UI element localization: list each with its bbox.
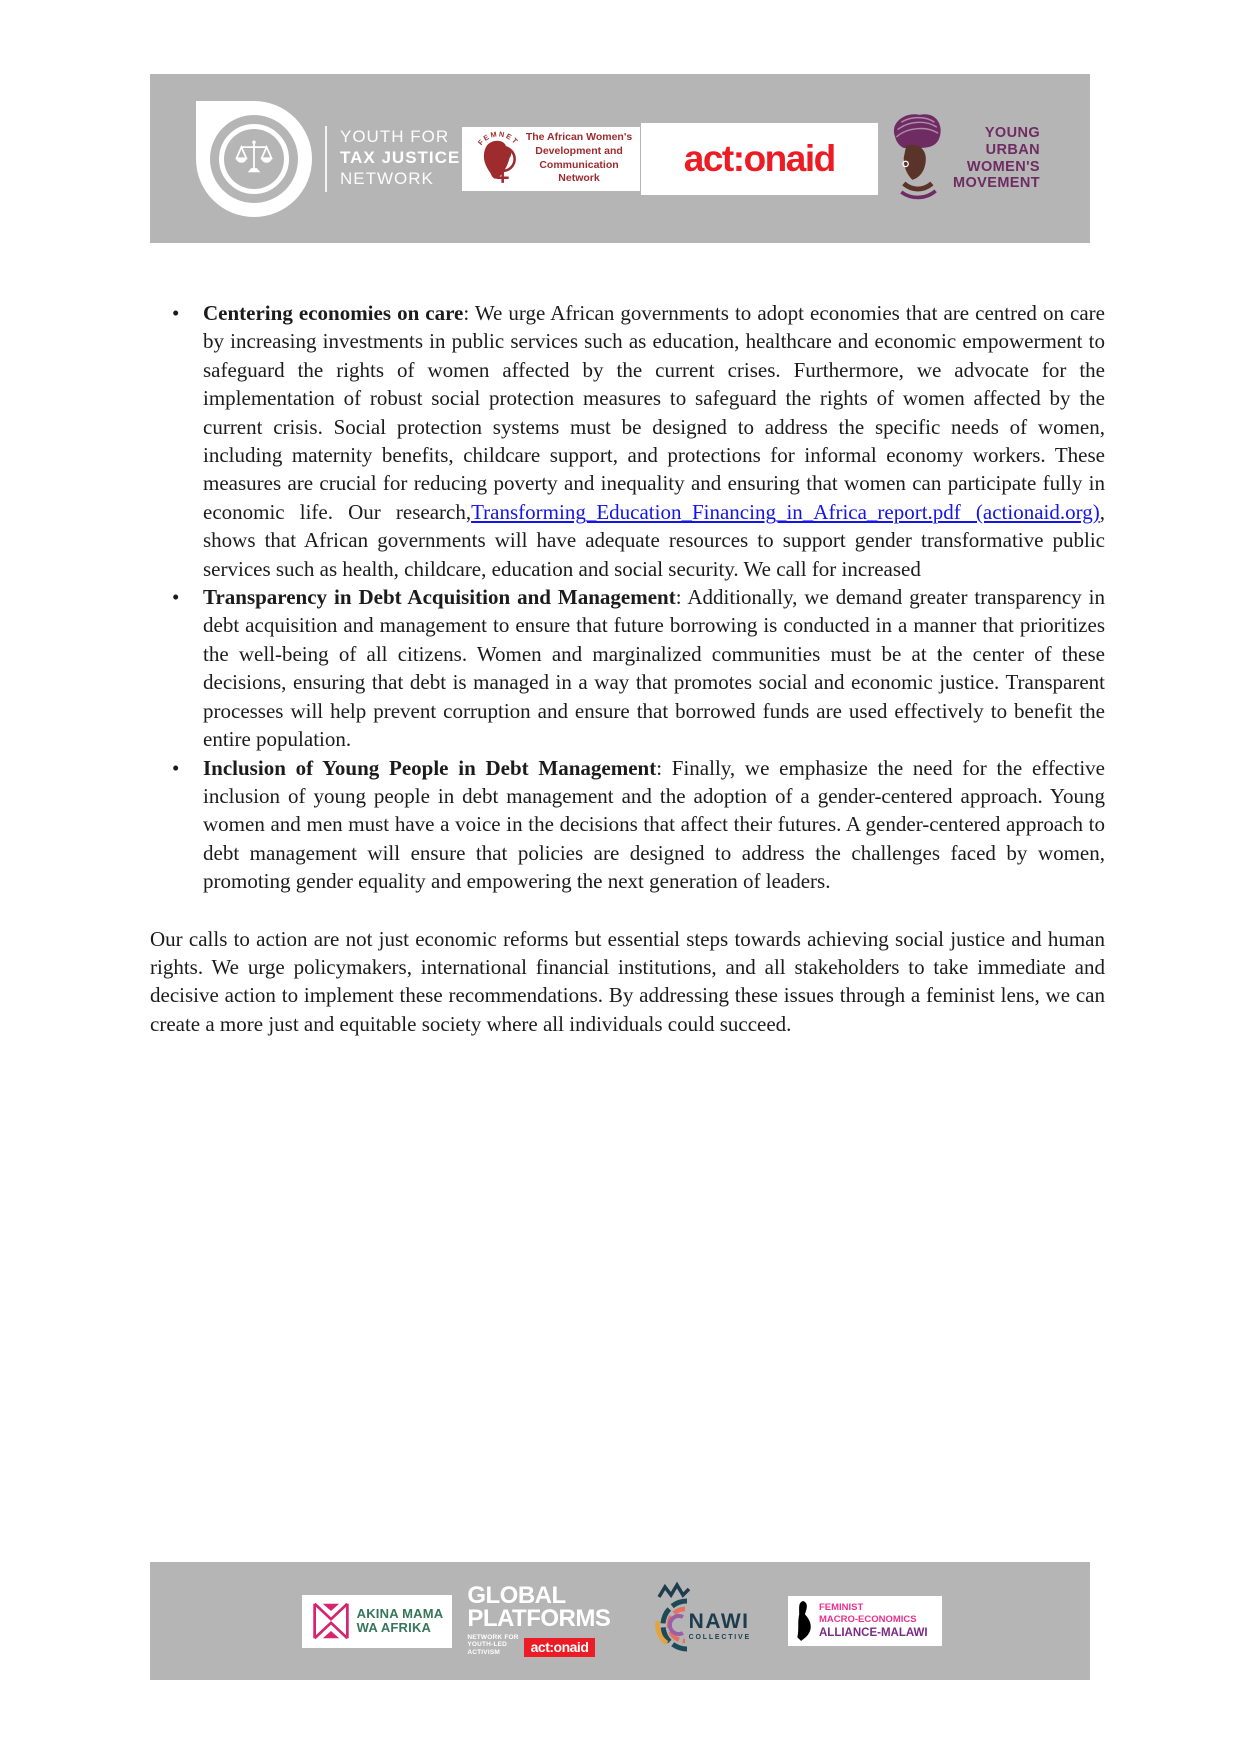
gp-sub-line-3: ACTIVISM [467,1649,500,1657]
femnet-africa-icon [469,130,521,188]
ytjn-divider [325,126,327,192]
gp-actionaid-badge: act:onaid [524,1638,596,1657]
closing-paragraph: Our calls to action are not just economic reforms but essential steps towards achieving social justice and human rights. We urge policymakers, international financial institutions, and all stakeholders to take immediate and decisive action to implement these recommendations. By addressing these issues through a feminist lens, we can create a more just and equitable society where all individuals could succeed. [150,926,1105,1036]
femnet-line-1: The African Women's [525,130,633,143]
header-logo-band [150,74,1090,243]
footer-logo-band [150,1562,1090,1680]
nawi-line-1: NAWI [688,1610,750,1633]
nawi-wordmark [689,1611,751,1641]
nawi-line-2: COLLECTIVE [688,1634,751,1641]
ytjn-line-3: NETWORK [340,168,434,188]
svg-text:FEMNET: FEMNET [475,129,521,147]
akina-line-1: AKINA MAMA [356,1605,444,1621]
ytjn-line-1: YOUTH FOR [340,127,450,147]
yuwm-line-3: WOMEN'S [966,158,1040,175]
fmea-wordmark [819,1602,928,1640]
yuwm-line-4: MOVEMENT [953,175,1040,192]
yuwm-line-1: YOUNG [984,125,1040,142]
fmea-line-1: FEMINIST [818,1601,864,1613]
akina-wordmark [357,1607,444,1636]
document-body [150,299,1105,1059]
logo-global-platforms [467,1582,625,1657]
bullet-title: Centering economies on care [203,301,464,325]
logo-nawi-collective [641,1581,773,1661]
yuwm-line-2: URBAN [985,141,1040,158]
gp-subtitle [467,1634,518,1657]
bullet-title: Transparency in Debt Acquisition and Management [203,585,676,610]
scales-of-justice-icon [233,138,275,180]
fmea-line-3: ALLIANCE-MALAWI [818,1626,928,1639]
gp-title-line-2: PLATFORMS [467,1604,611,1632]
logo-akina-mama-wa-afrika [302,1595,452,1648]
bullet-item: • Transparency in Debt Acquisition and Management: Additionally, we demand greater transparency in debt acquisition and management to ensure that future borrowing is conducted in a manner that prioritizes the well-being of all citizens. Women and marginalized communities must be at the center of these decisions, ensuring that debt is managed in a way that promotes social and economic justice. Transparent processes will help prevent corruption and ensure that borrowed funds are used effectively to benefit the entire population. [150,583,1105,753]
logo-femnet [462,127,640,191]
femnet-line-3: Communication Network [539,158,619,185]
gp-sub-line-2: YOUTH-LED [467,1641,508,1649]
ytjn-teardrop-mark [196,101,312,217]
akina-line-2: WA AFRIKA [356,1620,432,1635]
actionaid-wordmark: act:onaid [683,137,835,179]
yuwm-wordmark [953,125,1040,192]
ytjn-wordmark [340,127,460,189]
malawi-map-icon [794,1600,814,1642]
gp-sub-line-1: NETWORK FOR [467,1633,519,1641]
yuwm-woman-icon [879,110,953,208]
femnet-line-2: Development and [535,144,623,157]
ytjn-disk [224,129,284,189]
ytjn-ring [210,115,298,203]
logo-feminist-macro-economics-alliance-malawi [788,1596,942,1646]
fmea-line-2: MACRO-ECONOMICS [818,1613,917,1625]
calls-to-action-list [150,299,1105,896]
bullet-item: • Inclusion of Young People in Debt Management: Finally, we emphasize the need for the effective inclusion of young people in debt management and the adoption of a gender-centered approach. Young women and men must have a voice in the decisions that affect their futures. A gender-centered approach to debt management will ensure that policies are designed to address the challenges faced by women, promoting gender equality and empowering the next generation of leaders. [150,754,1105,896]
akina-mark-icon [311,1600,351,1642]
bullet-title: Inclusion of Young People in Debt Management [203,755,657,780]
femnet-wordmark [526,131,633,186]
bullet-item: • Centering economies on care: We urge African governments to adopt economies that are centred on care by increasing investments in public services such as education, healthcare and economic empowerment to safeguard the rights of women affected by the current crises. Furthermore, we advocate for the implementation of robust social protection measures to safeguard the rights of women affected by the current crisis. Social protection systems must be designed to address the specific needs of women, including maternity benefits, childcare support, and protections for informal economy workers. These measures are crucial for reducing poverty and inequality and ensuring that women can participate fully in economic life. Our research,Transforming_Education_Financing_in_Africa_report.pdf (actionaid.org), shows that African governments will have adequate resources to support gender transformative public services such as health, childcare, education and social security. We call for increased [150,299,1105,583]
ytjn-line-2: TAX JUSTICE [340,148,461,168]
report-link[interactable]: Transforming_Education_Financing_in_Africa_report.pdf (actionaid.org) [471,499,1100,524]
gp-title-line-1: GLOBAL [467,1582,566,1609]
logo-actionaid [641,123,878,195]
logo-youth-for-tax-justice-network [196,101,460,217]
logo-young-urban-womens-movement [879,110,1040,208]
